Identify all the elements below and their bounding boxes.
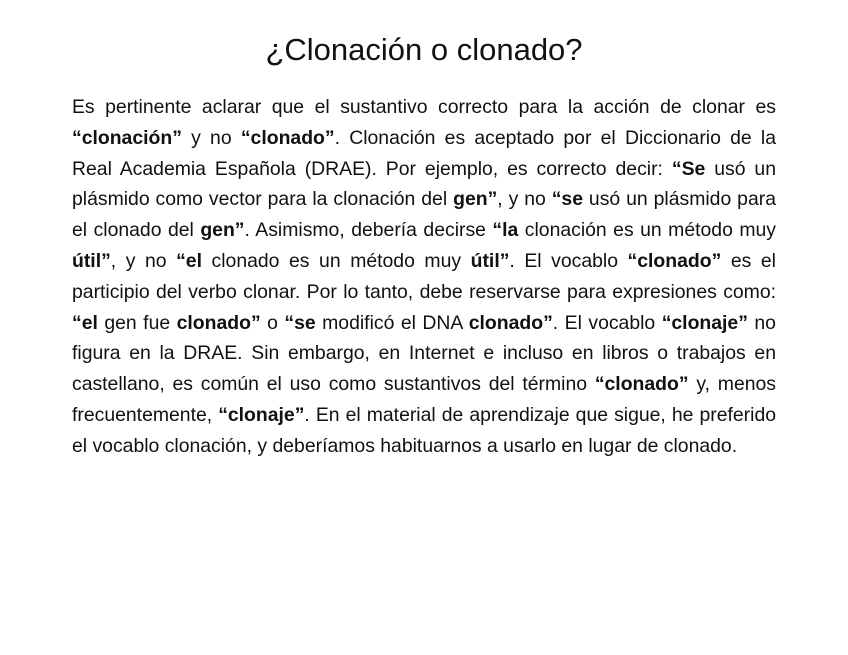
text-segment: modificó el DNA (315, 311, 469, 334)
text-segment: . Asimismo, debería decirse (244, 219, 493, 242)
text-segment: , y no (497, 188, 552, 211)
text-segment: clonado es un método muy (201, 249, 471, 272)
slide-title: ¿Clonación o clonado? (265, 32, 583, 67)
body-paragraph (72, 92, 776, 462)
text-segment: y no (181, 126, 241, 149)
text-segment: usó un plásmido como vector para la clonación del (72, 157, 776, 211)
bold-term: gen” (453, 188, 498, 211)
text-segment: es el participio del verbo clonar. Por lo tanto, debe reservarse para expresiones como: (72, 249, 776, 303)
bold-term: “clonación” (72, 126, 182, 149)
text-segment: no figura en la DRAE. Sin embargo, en Internet e incluso en libros o trabajos en castellano, es común el uso como sustantivos del término (72, 311, 776, 396)
bold-term: “clonado” (240, 126, 335, 149)
text-segment: clonación es un método muy (518, 219, 776, 242)
text-segment: gen fue (97, 311, 177, 334)
text-segment: y, menos frecuentemente, (72, 373, 776, 426)
bold-term: útil” (470, 249, 510, 272)
bold-term: útil” (72, 249, 111, 272)
bold-term: “el (72, 311, 98, 334)
bold-term: “se (284, 311, 316, 334)
bold-term: gen” (200, 219, 245, 242)
text-segment: o (260, 311, 285, 334)
bold-term: clonado” (176, 311, 261, 334)
text-segment: . El vocablo (509, 249, 628, 272)
bold-term: “clonaje” (661, 311, 748, 334)
text-segment: . El vocablo (552, 311, 662, 334)
text-segment: . En el material de aprendizaje que sigue, he preferido el vocablo clonación, y deberíamos habituarnos a usarlo en lugar de clonado. (72, 403, 777, 457)
bold-term: “la (492, 219, 519, 242)
text-segment: , y no (110, 249, 177, 272)
bold-term: “Se (671, 157, 706, 180)
text-segment: usó un plásmido para el clonado del (72, 188, 776, 242)
bold-term: “el (176, 249, 202, 272)
text-segment: . Clonación es aceptado por el Diccionario de la Real Academia Española (DRAE). Por ejemplo, es correcto decir: (72, 126, 776, 180)
bold-term: “clonado” (627, 249, 722, 272)
bold-term: clonado” (468, 311, 553, 334)
bold-term: “clonaje” (218, 403, 305, 426)
bold-term: “se (551, 188, 583, 211)
bold-term: “clonado” (594, 373, 689, 396)
text-segment: Es pertinente aclarar que el sustantivo correcto para la acción de clonar es (72, 96, 776, 118)
